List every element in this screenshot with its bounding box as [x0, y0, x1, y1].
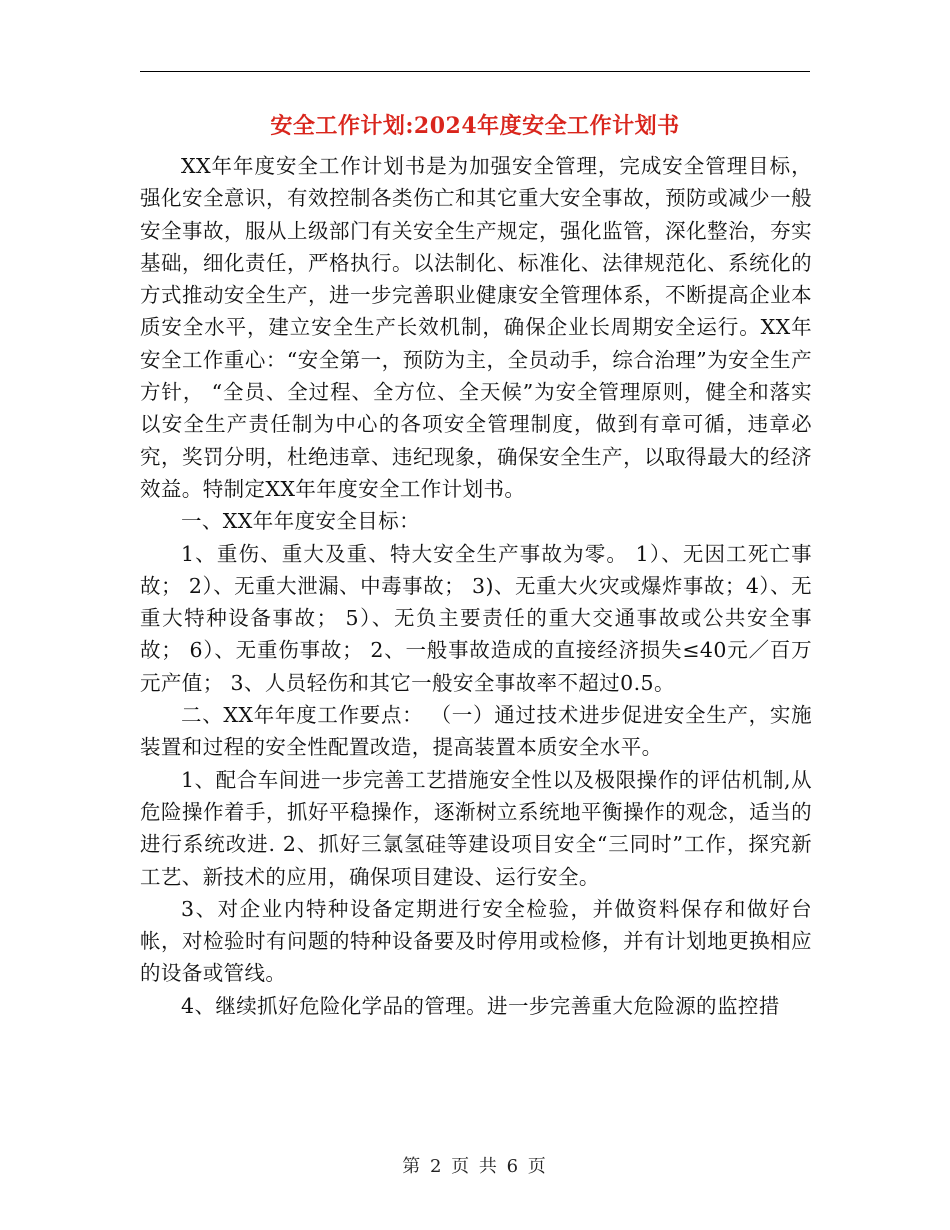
document-body	[140, 150, 812, 1022]
document-title: 安全工作计划:2024年度安全工作计划书	[270, 113, 680, 139]
header-rule	[140, 71, 810, 72]
paragraph-heading-goals: 一、XX年年度安全目标：	[181, 509, 420, 534]
paragraph-point-3: 3、对企业内特种设备定期进行安全检验，并做资料保存和做好台帐，对检验时有问题的特种设备要及时停用或检修，并有计划地更换相应的设备或管线。	[140, 896, 812, 986]
paragraph-goals: 1、重伤、重大及重、特大安全生产事故为零。 1）、无因工死亡事故； 2）、无重大泄漏、中毒事故； 3)、无重大火灾或爆炸事故；4）、无重大特种设备事故； 5）、无负主要责任的重大交通事故或公共安全事故； 6）、无重伤事故； 2、一般事故造成的直接经济损失≤40元／百万元产值； 3、人员轻伤和其它一般安全事故率不超过0.5。	[140, 541, 812, 695]
page-footer: 第 2 页 共 6 页	[402, 1156, 548, 1177]
paragraph-point-4: 4、继续抓好危险化学品的管理。进一步完善重大危险源的监控措	[181, 993, 780, 1018]
paragraph-intro: XX年年度安全工作计划书是为加强安全管理，完成安全管理目标，强化安全意识，有效控制各类伤亡和其它重大安全事故，预防或减少一般安全事故，服从上级部门有关安全生产规定，强化监管，深化整治，夯实基础，细化责任，严格执行。以法制化、标准化、法律规范化、系统化的方式推动安全生产，进一步完善职业健康安全管理体系，不断提高企业本质安全水平，建立安全生产长效机制，确保企业长周期安全运行。XX年安全工作重心：“安全第一，预防为主，全员动手，综合治理”为安全生产方针， “全员、全过程、全方位、全天候”为安全管理原则，健全和落实以安全生产责任制为中心的各项安全管理制度，做到有章可循，违章必究，奖罚分明，杜绝违章、违纪现象，确保安全生产，以取得最大的经济效益。特制定XX年年度安全工作计划书。	[140, 154, 812, 501]
paragraph-heading-key-points: 二、XX年年度工作要点： （一）通过技术进步促进安全生产，实施装置和过程的安全性配置改造，提高装置本质安全水平。	[140, 703, 812, 760]
paragraph-point-1: 1、配合车间进一步完善工艺措施安全性以及极限操作的评估机制,从危险操作着手，抓好平稳操作，逐渐树立系统地平衡操作的观念，适当的进行系统改进. 2、抓好三氯氢硅等建设项目安全“三同时”工作，探究新工艺、新技术的应用，确保项目建设、运行安全。	[140, 767, 812, 889]
